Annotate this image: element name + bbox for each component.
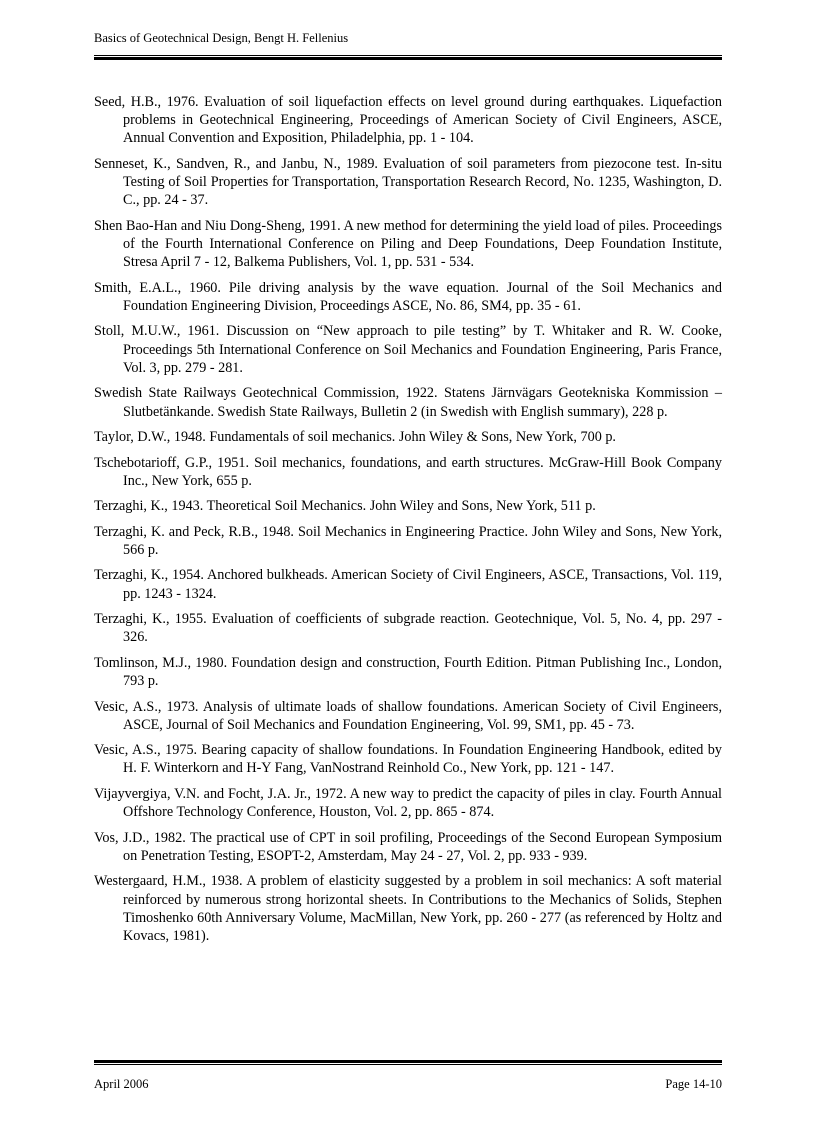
reference-entry: Terzaghi, K., 1954. Anchored bulkheads. American Society of Civil Engineers, ASCE, Transactions, Vol. 119, pp. 1243 - 1324. [94,567,722,602]
reference-entry: Vesic, A.S., 1975. Bearing capacity of shallow foundations. In Foundation Engineering Handbook, edited by H. F. Winterkorn and H-Y Fang, VanNostrand Reinhold Co., New York, pp. 121 - 147. [94,742,722,777]
reference-entry: Vijayvergiya, V.N. and Focht, J.A. Jr., 1972. A new way to predict the capacity of piles in clay. Fourth Annual Offshore Technology Conference, Houston, Vol. 2, pp. 865 - 874. [94,785,722,821]
reference-entry: Tomlinson, M.J., 1980. Foundation design and construction, Fourth Edition. Pitman Publishing Inc., London, 793 p. [94,654,722,690]
page-number: Page 14-10 [665,1077,722,1091]
reference-entry: Tschebotarioff, G.P., 1951. Soil mechanics, foundations, and earth structures. McGraw-Hill Book Company Inc., New York, 655 p. [94,454,722,489]
footer-date: April 2006 [94,1077,149,1091]
reference-entry: Stoll, M.U.W., 1961. Discussion on “New approach to pile testing” by T. Whitaker and R. W. Cooke, Proceedings 5th International Conference on Soil Mechanics and Foundation Engineering, Paris France, Vol. 3, pp. 279 - 281. [94,323,722,376]
reference-entry: Taylor, D.W., 1948. Fundamentals of soil mechanics. John Wiley & Sons, New York, 700 p. [94,429,616,446]
reference-entry: Smith, E.A.L., 1960. Pile driving analysis by the wave equation. Journal of the Soil Mechanics and Foundation Engineering Division, Proceedings ASCE, No. 86, SM4, pp. 35 - 61. [94,279,722,314]
reference-entry: Swedish State Railways Geotechnical Commission, 1922. Statens Järnvägars Geotekniska Kommission – Slutbetänkande. Swedish State Railways, Bulletin 2 (in Swedish with English summary), 228 p. [94,385,722,420]
reference-entry: Terzaghi, K., 1943. Theoretical Soil Mechanics. John Wiley and Sons, New York, 511 p. [94,498,596,515]
reference-entry: Westergaard, H.M., 1938. A problem of elasticity suggested by a problem in soil mechanics: A soft material reinforced by numerous strong horizontal sheets. In Contributions to the Mechanics of Solids, Stephen Timoshenko 60th Anniversary Volume, MacMillan, New York, pp. 260 - 277 (as referenced by Holtz and Kovacs, 1981). [94,873,722,944]
reference-list [94,93,722,952]
running-header: Basics of Geotechnical Design, Bengt H. Fellenius [94,31,349,45]
reference-entry: Senneset, K., Sandven, R., and Janbu, N., 1989. Evaluation of soil parameters from piezocone test. In-situ Testing of Soil Properties for Transportation, Transportation Research Record, No. 1235, Washington, D. C., pp. 24 - 37. [94,155,722,209]
footer-divider [94,1060,722,1065]
reference-entry: Shen Bao-Han and Niu Dong-Sheng, 1991. A new method for determining the yield load of piles. Proceedings of the Fourth International Conference on Piling and Deep Foundations, Deep Foundation Institute, Stresa April 7 - 12, Balkema Publishers, Vol. 1, pp. 531 - 534. [94,217,722,271]
reference-entry: Seed, H.B., 1976. Evaluation of soil liquefaction effects on level ground during earthquakes. Liquefaction problems in Geotechnical Engineering, Proceedings of American Society of Civil Engineers, ASCE, Annual Convention and Exposition, Philadelphia, pp. 1 - 104. [94,94,722,147]
header-divider [94,55,722,60]
reference-entry: Vos, J.D., 1982. The practical use of CPT in soil profiling, Proceedings of the Second European Symposium on Penetration Testing, ESOPT-2, Amsterdam, May 24 - 27, Vol. 2, pp. 933 - 939. [94,829,722,864]
reference-entry: Terzaghi, K., 1955. Evaluation of coefficients of subgrade reaction. Geotechnique, Vol. 5, No. 4, pp. 297 - 326. [94,611,722,646]
reference-entry: Terzaghi, K. and Peck, R.B., 1948. Soil Mechanics in Engineering Practice. John Wiley and Sons, New York, 566 p. [94,523,722,558]
reference-entry: Vesic, A.S., 1973. Analysis of ultimate loads of shallow foundations. American Society of Civil Engineers, ASCE, Journal of Soil Mechanics and Foundation Engineering, Vol. 99, SM1, pp. 45 - 73. [94,698,722,733]
